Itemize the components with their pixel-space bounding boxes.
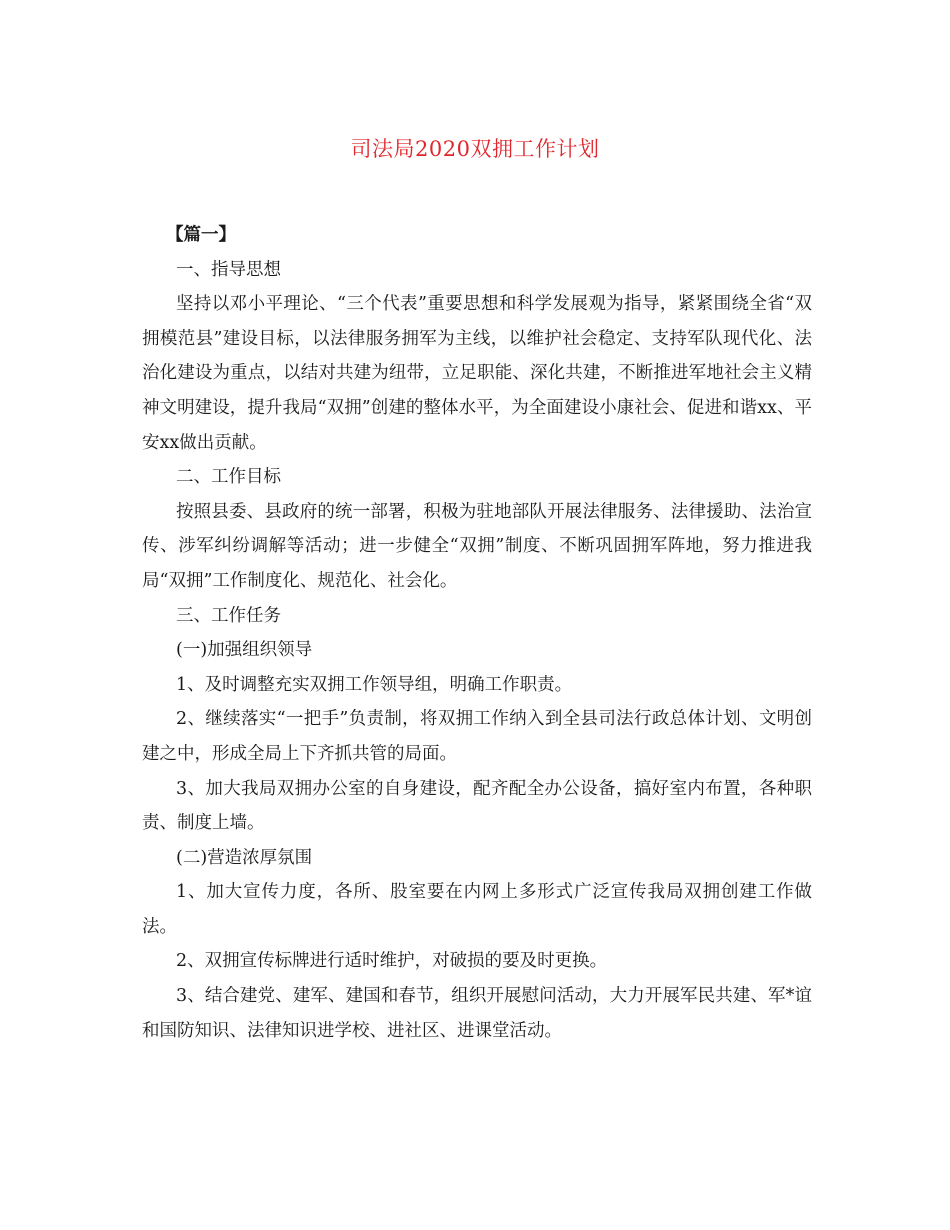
list-item: 3、结合建党、建军、建国和春节，组织开展慰问活动，大力开展军民共建、军*谊和国防知识、法律知识进学校、进社区、进课堂活动。: [142, 986, 812, 1041]
list-item: 1、加大宣传力度，各所、股室要在内网上多形式广泛宣传我局双拥创建工作做法。: [142, 882, 812, 937]
paragraph-guiding-ideology: 坚持以邓小平理论、“三个代表”重要思想和科学发展观为指导，紧紧围绕全省“双拥模范县”建设目标，以法律服务拥军为主线，以维护社会稳定、支持军队现代化、法治化建设为重点，以结对共建为纽带，立足职能、深化共建，不断推进军地社会主义精神文明建设，提升我局“双拥”创建的整体水平，为全面建设小康社会、促进和谐xx、平安xx做出贡献。: [142, 294, 812, 453]
paragraph-work-goals: 按照县委、县政府的统一部署，积极为驻地部队开展法律服务、法律援助、法治宣传、涉军纠纷调解等活动；进一步健全“双拥”制度、不断巩固拥军阵地，努力推进我局“双拥”工作制度化、规范化、社会化。: [142, 501, 812, 591]
list-item: 2、继续落实“一把手”负责制，将双拥工作纳入到全县司法行政总体计划、文明创建之中，形成全局上下齐抓共管的局面。: [142, 709, 812, 764]
list-item: 2、双拥宣传标牌进行适时维护，对破损的要及时更换。: [176, 951, 608, 972]
section-tag: 【篇一】: [166, 225, 236, 245]
subheading-organization: (一)加强组织领导: [176, 640, 313, 661]
list-item: 3、加大我局双拥办公室的自身建设，配齐配全办公设备，搞好室内布置，各种职责、制度上墙。: [142, 778, 812, 834]
document-title: 司法局2020双拥工作计划: [350, 137, 600, 161]
heading-work-goals: 二、工作目标: [176, 467, 281, 488]
document-body: [142, 218, 812, 1048]
list-item: 1、及时调整充实双拥工作领导组，明确工作职责。: [176, 674, 573, 695]
heading-guiding-ideology: 一、指导思想: [176, 259, 281, 280]
subheading-atmosphere: (二)营造浓厚氛围: [176, 847, 313, 868]
heading-work-tasks: 三、工作任务: [176, 605, 281, 626]
